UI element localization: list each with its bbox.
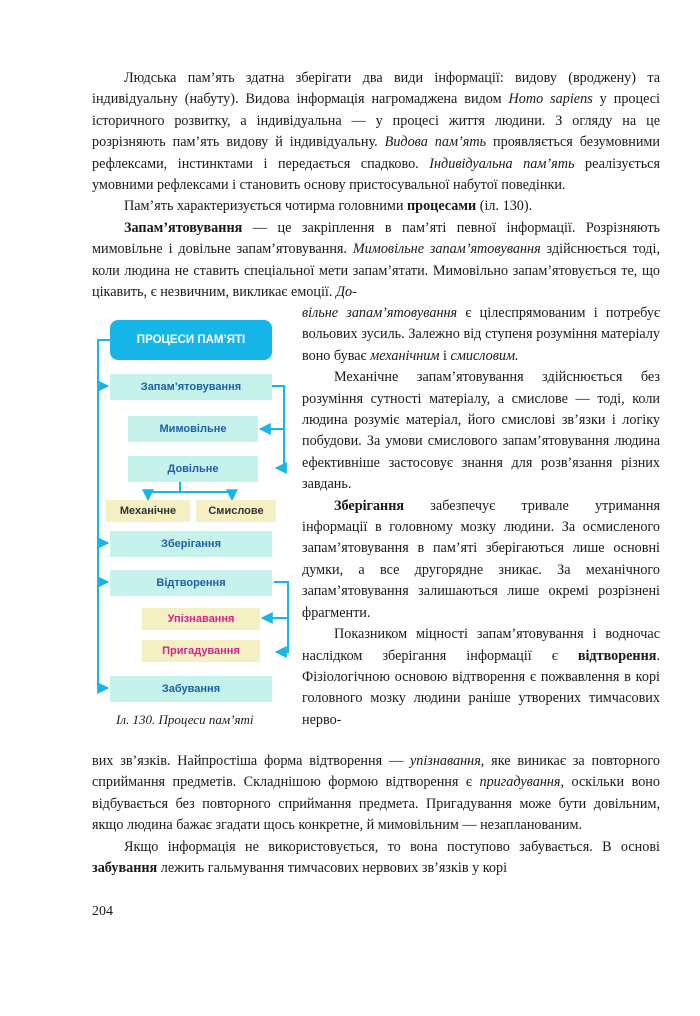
paragraph-processes: Пам’ять характеризується чотирма головними процесами (іл. 130). xyxy=(124,198,533,215)
box-forgetting: Забування xyxy=(110,676,272,702)
box-mechanical: Механічне xyxy=(106,500,190,522)
paragraph-memorizing: Запам’ятовування — це закріплення в пам’яті певної інформації. Розрізняють мимовільне і довільне запам’ятовування. Мимовільне запам’ятовування здійснюється тоді, коли людина не ставить спеціальної мети запам’ятати. Мимовільно запам’ятовується те, що цікавить, є незвичним, викликає емоції. До- xyxy=(92,219,661,301)
wrap-text-block xyxy=(302,303,660,731)
memory-processes-diagram xyxy=(92,316,292,708)
box-voluntary: Довільне xyxy=(128,456,258,482)
box-semantic: Смислове xyxy=(196,500,276,522)
bracket-memorizing xyxy=(272,386,284,468)
arrow-to-semantic xyxy=(180,492,232,500)
paragraph-recognition: вих зв’язків. Найпростіша форма відтворення — упізнавання, яке виникає за повторного сприймання предметів. Складнішою формою відтворення є пригадування, оскільки воно відбувається без повторного сприймання предмета. Пригадування може бути довільним, якщо людина бажає згадати щось конкретне, й мимовільним — незапланованим. xyxy=(92,753,660,834)
paragraph-mechanical: Механічне запам’ятовування здійснюється без розуміння сутності матеріалу, а смислове — тоді, коли людина розуміє матеріал, його смислові зв’язки і логіку побудови. За умови смислового запам’ятовування людина ефективніше застосовує знання для розв’язання різних завдань. xyxy=(302,369,660,493)
box-recall: Пригадування xyxy=(142,640,260,662)
paragraph-forgetting: Якщо інформація не використовується, то вона поступово забувається. В основі забування лежить гальмування тимчасових нервових зв’язків у корі xyxy=(92,838,660,877)
box-involuntary: Мимовільне xyxy=(128,416,258,442)
page-number: 204 xyxy=(92,904,113,919)
top-text-block xyxy=(92,68,660,303)
arrow-to-mechanical xyxy=(148,480,180,500)
paragraph-voluntary: вільне запам’ятовування є цілеспрямованим і потребує вольових зусиль. Залежно від ступеня розуміння матеріалу воно буває механічним і смисловим. xyxy=(302,305,660,364)
box-storage: Зберігання xyxy=(110,531,272,557)
paragraph-reproduction: Показником міцності запам’ятовування і водночас наслідком зберігання інформації є відтворення. Фізіологічною основою відтворення є пожвавлення в корі головного мозку людини раніше утворених тимчасових нерво- xyxy=(302,626,660,728)
box-recognition: Упізнавання xyxy=(142,608,260,630)
figure-caption: Іл. 130. Процеси пам’яті xyxy=(116,712,254,727)
box-reproduction: Відтворення xyxy=(110,570,272,596)
bottom-text-block xyxy=(92,751,660,879)
paragraph-memory-types: Людська пам’ять здатна зберігати два види інформації: видову (вроджену) та індивідуальну (набуту). Видова інформація нагромаджена видом Homo sapiens у процесі історичного розвитку, а індивідуальна — у процесі життя людини. З огляду на це розрізняють пам’ять видову й індивідуальну. Видова пам’ять проявляється безумовними рефлексами, інстинктами і передається спадково. Індивідуальна пам’ять реалізується умовними рефлексами і становить основу пристосувальної набутої поведінки. xyxy=(92,70,661,194)
box-memorizing: Запам’ятовування xyxy=(110,374,272,400)
diagram-title-box: ПРОЦЕСИ ПАМ’ЯТІ xyxy=(110,320,272,360)
paragraph-storage: Зберігання забезпечує тривале утримання інформації в головному мозку людини. За осмисленого запам’ятовування в пам’яті зберігаються лише основні думки, а все другорядне зникає. За механічного запам’ятовування залишаються лише окремі розрізнені фрагменти. xyxy=(302,497,660,621)
